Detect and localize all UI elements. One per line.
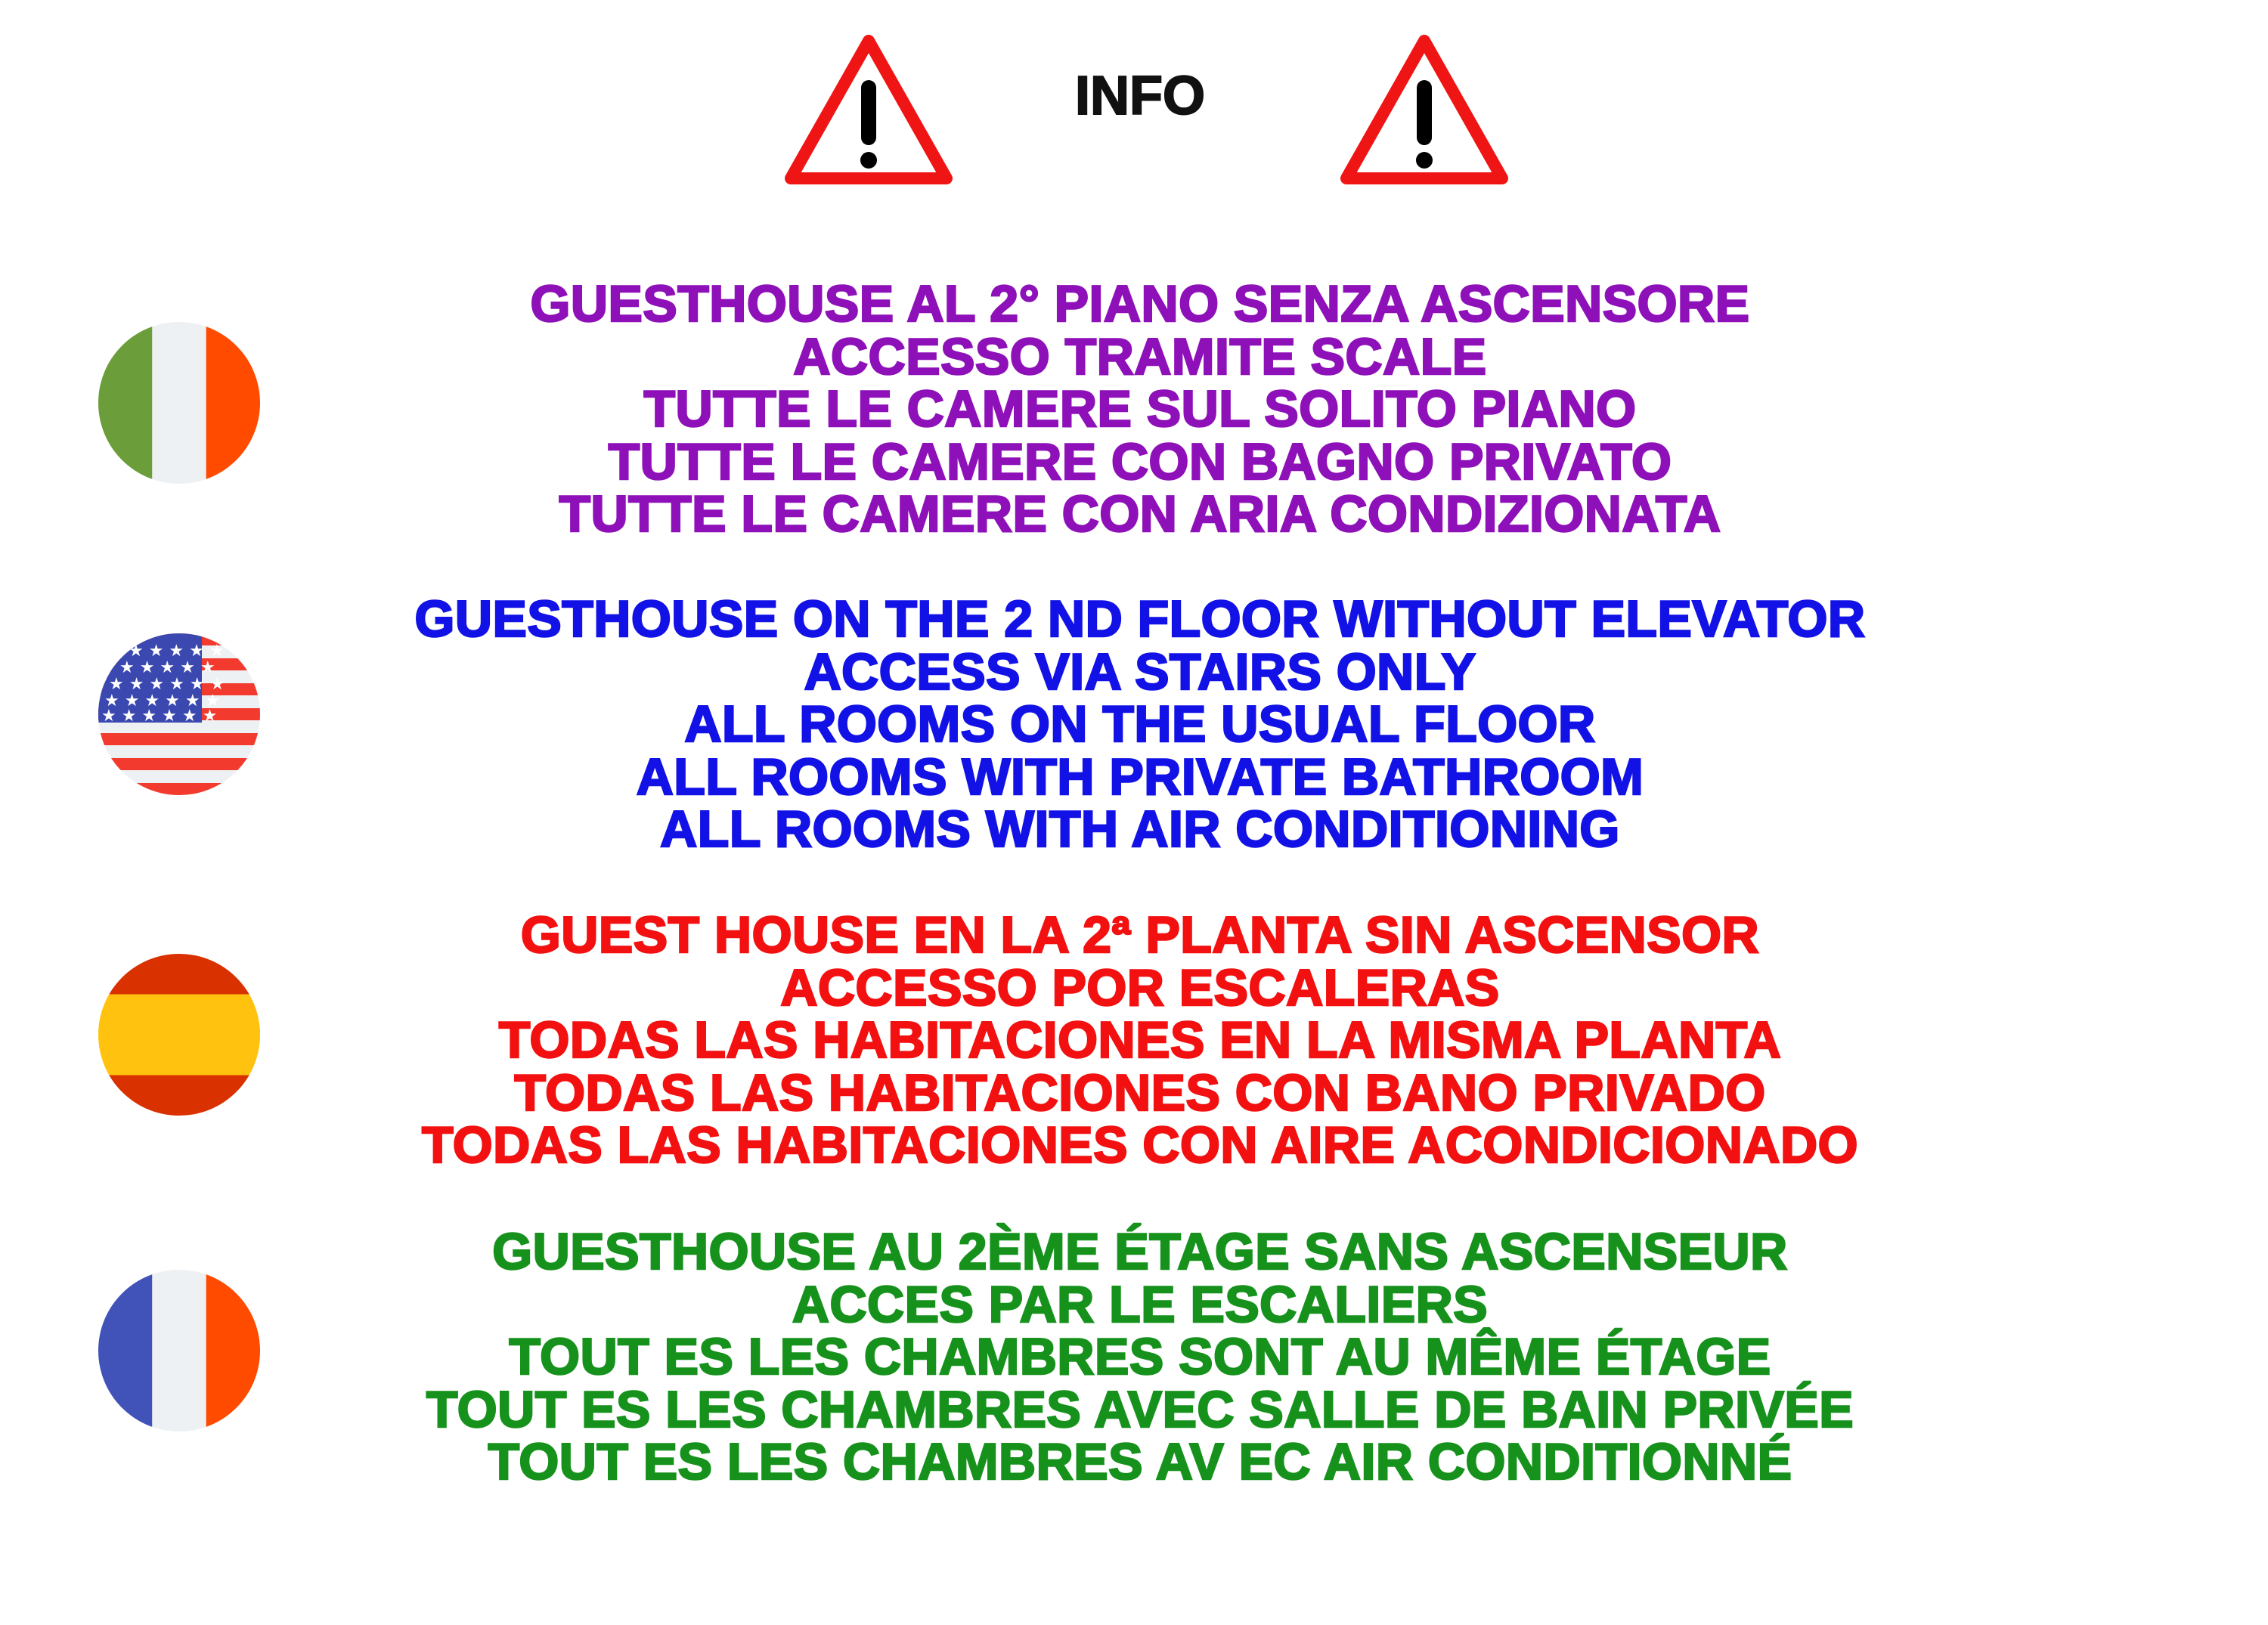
svg-text:★ ★ ★ ★ ★ ★: ★ ★ ★ ★ ★ ★ [109, 675, 225, 694]
info-line: TODAS LAS HABITACIONES CON AIRE ACONDICIONADO [421, 1116, 1859, 1174]
svg-text:★ ★ ★ ★ ★: ★ ★ ★ ★ ★ [119, 658, 215, 677]
info-line: GUEST HOUSE EN LA 2ª PLANTA SIN ASCENSOR [520, 906, 1760, 964]
french-info-block [227, 1223, 2053, 1490]
svg-text:★ ★ ★ ★ ★: ★ ★ ★ ★ ★ [129, 642, 225, 661]
info-line: TOUT ES LES CHAMBRES SONT AU MÊME ÉTAGE [509, 1328, 1771, 1385]
info-line: TUTTE LE CAMERE CON ARIA CONDIZIONATA [559, 485, 1721, 543]
svg-text:★ ★ ★ ★ ★ ★: ★ ★ ★ ★ ★ ★ [104, 692, 221, 710]
info-line: ALL ROOMS ON THE USUAL FLOOR [684, 695, 1596, 753]
info-line: ACCESS VIA STAIRS ONLY [804, 642, 1476, 701]
info-line: ACCESSO POR ESCALERAS [780, 958, 1500, 1017]
info-line: ACCES PAR LE ESCALIERS [792, 1275, 1489, 1333]
info-line: ALL ROOMS WITH AIR CONDITIONING [660, 800, 1620, 858]
info-line: TODAS LAS HABITACIONES EN LA MISMA PLANTA [498, 1011, 1782, 1069]
english-info-block [227, 590, 2053, 858]
info-line: GUESTHOUSE ON THE 2 ND FLOOR WITHOUT ELEVATOR [414, 590, 1866, 648]
info-line: TUTTE LE CAMERE SUL SOLITO PIANO [643, 380, 1637, 438]
info-line: TODAS LAS HABITACIONES CON BANO PRIVADO [514, 1063, 1766, 1122]
info-line: ALL ROOMS WITH PRIVATE BATHROOM [636, 748, 1644, 806]
page-title: INFO [1075, 66, 1205, 126]
spanish-info-block [227, 906, 2053, 1174]
warning-triangle-icon [1339, 33, 1510, 187]
info-line: GUESTHOUSE AL 2° PIANO SENZA ASCENSORE [530, 275, 1750, 333]
info-line: TOUT ES LES CHAMBRES AV EC AIR CONDITIONNÉ [488, 1433, 1792, 1490]
italian-info-block [227, 275, 2053, 543]
info-line: TOUT ES LES CHAMBRES AVEC SALLE DE BAIN PRIVÉE [426, 1380, 1854, 1438]
info-line: TUTTE LE CAMERE CON BAGNO PRIVATO [608, 432, 1672, 491]
warning-triangle-icon [783, 33, 954, 187]
info-line: ACCESSO TRAMITE SCALE [793, 327, 1487, 385]
info-line: GUESTHOUSE AU 2ÈME ÉTAGE SANS ASCENSEUR [492, 1223, 1788, 1280]
svg-text:★ ★ ★ ★ ★ ★: ★ ★ ★ ★ ★ ★ [101, 707, 218, 726]
